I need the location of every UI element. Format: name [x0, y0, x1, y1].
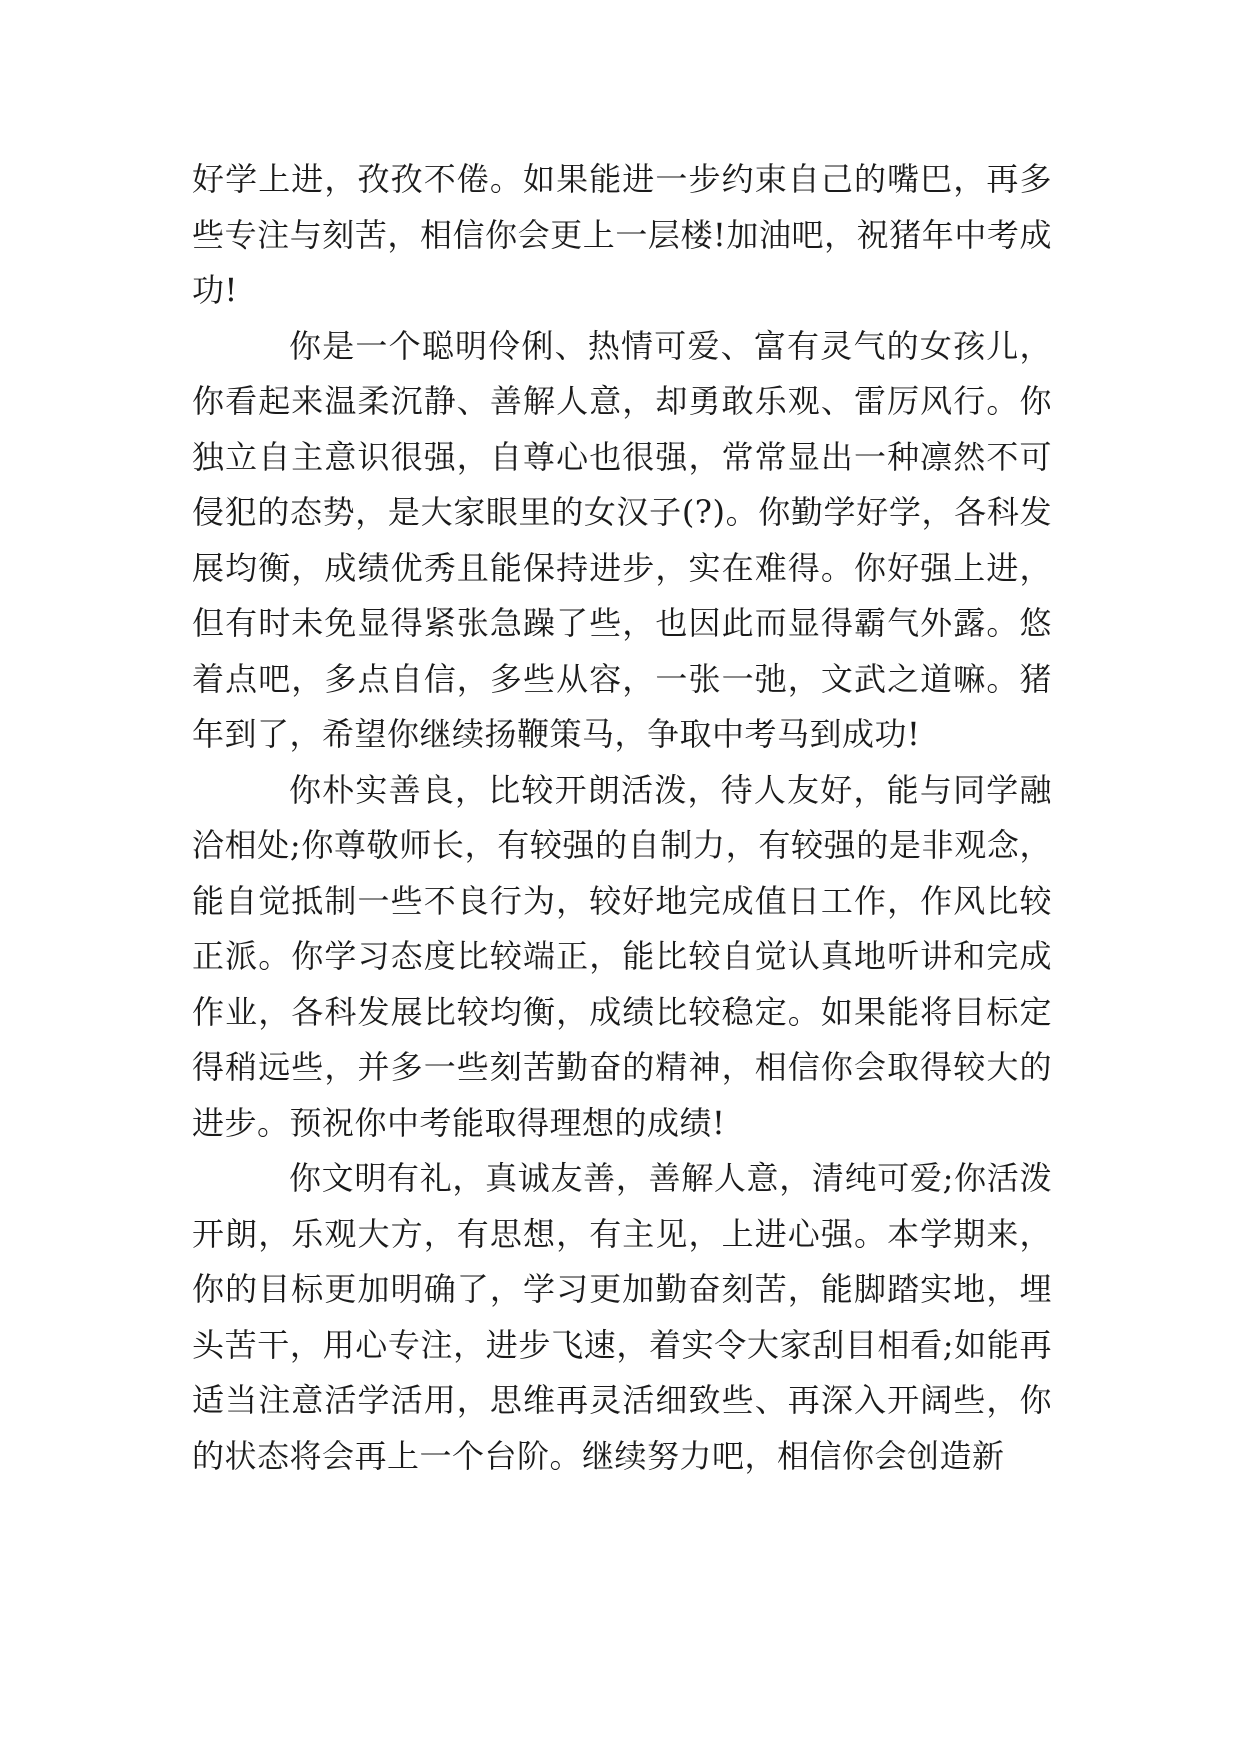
paragraph-continuation: 好学上进，孜孜不倦。如果能进一步约束自己的嘴巴，再多些专注与刻苦，相信你会更上一层楼!加油吧，祝猪年中考成功! [192, 160, 1052, 309]
document-body [192, 152, 1052, 1484]
paragraph-comment-2: 你是一个聪明伶俐、热情可爱、富有灵气的女孩儿，你看起来温柔沉静、善解人意，却勇敢乐观、雷厉风行。你独立自主意识很强，自尊心也很强，常常显出一种凛然不可侵犯的态势，是大家眼里的女汉子(?)。你勤学好学，各科发展均衡，成绩优秀且能保持进步，实在难得。你好强上进，但有时未免显得紧张急躁了些，也因此而显得霸气外露。悠着点吧，多点自信，多些从容，一张一弛，文武之道嘛。猪年到了，希望你继续扬鞭策马，争取中考马到成功! [192, 326, 1052, 753]
paragraph-comment-4: 你文明有礼，真诚友善，善解人意，清纯可爱;你活泼开朗，乐观大方，有思想，有主见，上进心强。本学期来，你的目标更加明确了，学习更加勤奋刻苦，能脚踏实地，埋头苦干，用心专注，进步飞速，着实令大家刮目相看;如能再适当注意活学活用，思维再灵活细致些、再深入开阔些，你的状态将会再上一个台阶。继续努力吧，相信你会创造新 [192, 1159, 1052, 1475]
paragraph-comment-3: 你朴实善良，比较开朗活泼，待人友好，能与同学融洽相处;你尊敬师长，有较强的自制力，有较强的是非观念，能自觉抵制一些不良行为，较好地完成值日工作，作风比较正派。你学习态度比较端正，能比较自觉认真地听讲和完成作业，各科发展比较均衡，成绩比较稳定。如果能将目标定得稍远些，并多一些刻苦勤奋的精神，相信你会取得较大的进步。预祝你中考能取得理想的成绩! [192, 770, 1052, 1142]
